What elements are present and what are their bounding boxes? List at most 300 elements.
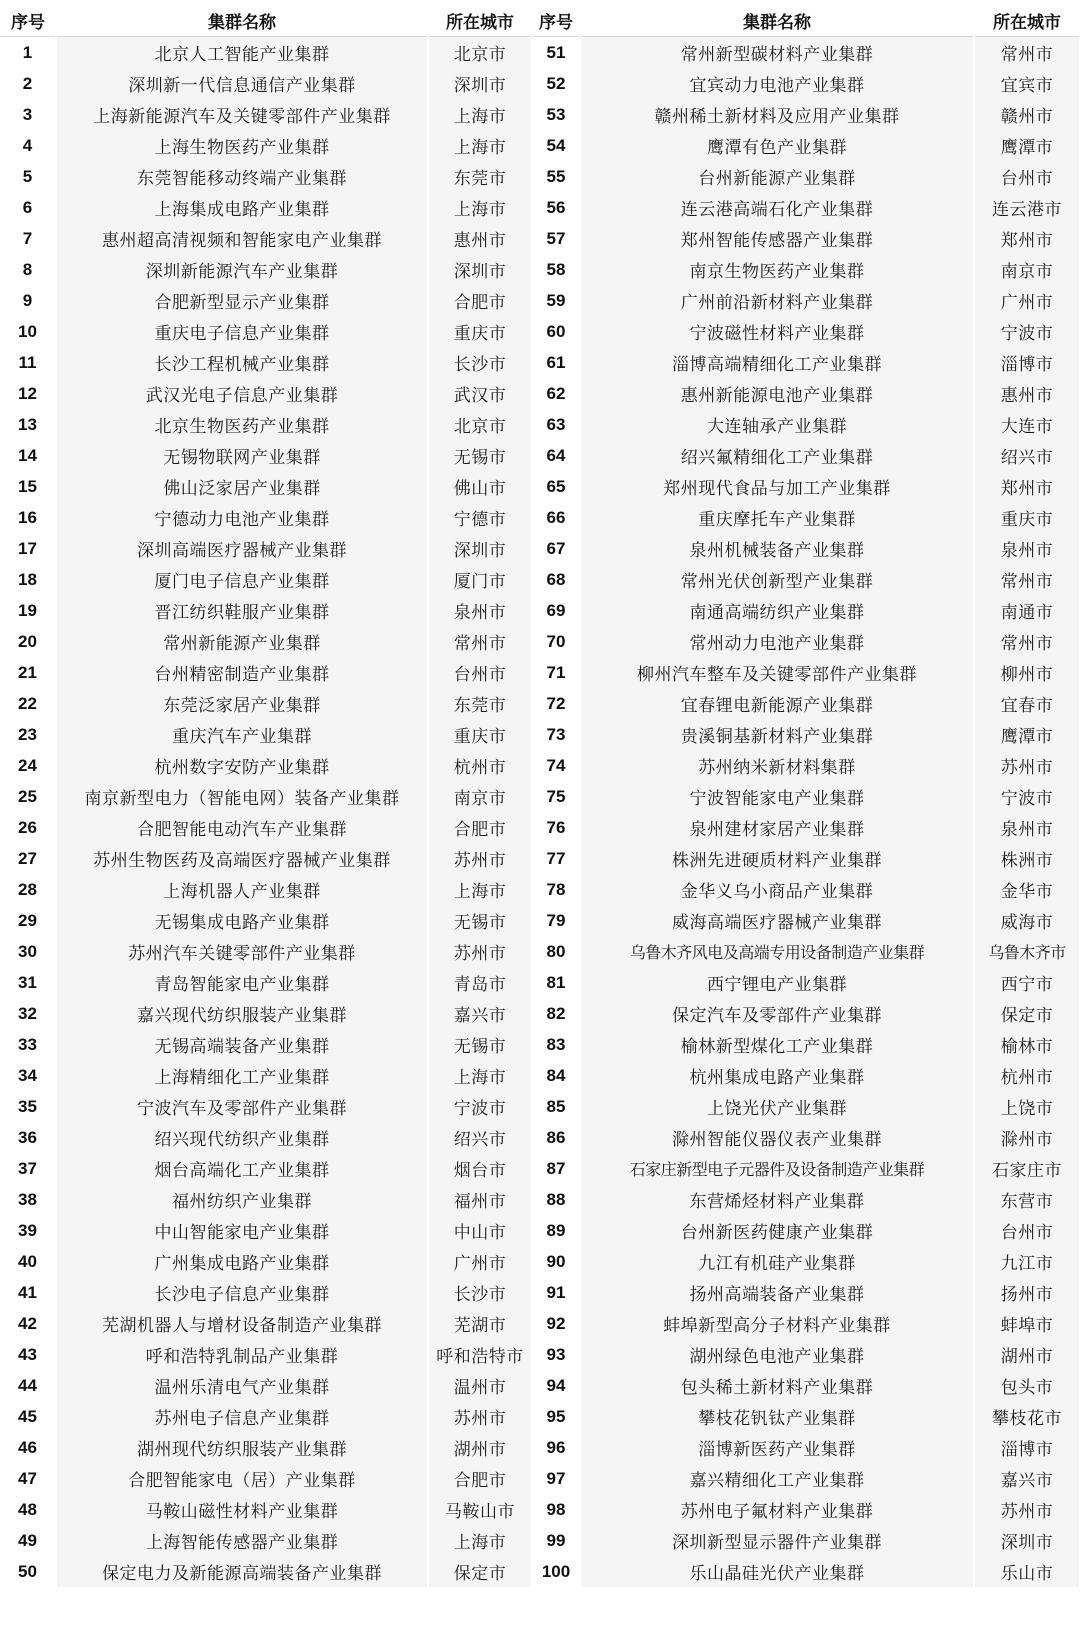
row-number: 38	[0, 1184, 56, 1215]
cluster-city: 鹰潭市	[974, 130, 1080, 161]
cluster-name: 常州新型碳材料产业集群	[580, 37, 974, 69]
row-number: 58	[532, 254, 580, 285]
row-number: 79	[532, 905, 580, 936]
cluster-name: 柳州汽车整车及关键零部件产业集群	[580, 657, 974, 688]
row-number: 10	[0, 316, 56, 347]
cluster-city: 泉州市	[974, 533, 1080, 564]
cluster-city: 杭州市	[428, 750, 532, 781]
cluster-name: 杭州集成电路产业集群	[580, 1060, 974, 1091]
cluster-city: 鹰潭市	[974, 719, 1080, 750]
cluster-name: 上海生物医药产业集群	[56, 130, 428, 161]
table-row	[0, 1494, 1080, 1525]
table-row	[0, 1215, 1080, 1246]
table-row	[0, 595, 1080, 626]
row-number: 26	[0, 812, 56, 843]
row-number: 20	[0, 626, 56, 657]
row-number: 92	[532, 1308, 580, 1339]
row-number: 68	[532, 564, 580, 595]
row-number: 62	[532, 378, 580, 409]
header-row	[0, 4, 1080, 37]
cluster-name: 上海新能源汽车及关键零部件产业集群	[56, 99, 428, 130]
table-row	[0, 905, 1080, 936]
cluster-name: 合肥智能家电（居）产业集群	[56, 1463, 428, 1494]
cluster-city: 厦门市	[428, 564, 532, 595]
cluster-name: 宁波磁性材料产业集群	[580, 316, 974, 347]
cluster-name: 合肥智能电动汽车产业集群	[56, 812, 428, 843]
table-row	[0, 440, 1080, 471]
cluster-name: 郑州现代食品与加工产业集群	[580, 471, 974, 502]
table-row	[0, 316, 1080, 347]
row-number: 87	[532, 1153, 580, 1184]
row-number: 29	[0, 905, 56, 936]
row-number: 93	[532, 1339, 580, 1370]
table-body	[0, 37, 1080, 1588]
row-number: 1	[0, 37, 56, 69]
row-number: 36	[0, 1122, 56, 1153]
cluster-city: 合肥市	[428, 1463, 532, 1494]
table-row	[0, 781, 1080, 812]
cluster-city: 宜宾市	[974, 68, 1080, 99]
row-number: 7	[0, 223, 56, 254]
table-row	[0, 1029, 1080, 1060]
row-number: 66	[532, 502, 580, 533]
row-number: 34	[0, 1060, 56, 1091]
cluster-city: 南京市	[974, 254, 1080, 285]
row-number: 61	[532, 347, 580, 378]
cluster-name: 长沙工程机械产业集群	[56, 347, 428, 378]
cluster-name: 泉州建材家居产业集群	[580, 812, 974, 843]
cluster-city: 上海市	[428, 1525, 532, 1556]
row-number: 25	[0, 781, 56, 812]
cluster-name: 常州光伏创新型产业集群	[580, 564, 974, 595]
row-number: 63	[532, 409, 580, 440]
table-row	[0, 1122, 1080, 1153]
row-number: 2	[0, 68, 56, 99]
row-number: 23	[0, 719, 56, 750]
table-row	[0, 1246, 1080, 1277]
cluster-city: 连云港市	[974, 192, 1080, 223]
cluster-city: 深圳市	[428, 533, 532, 564]
cluster-city: 九江市	[974, 1246, 1080, 1277]
cluster-name: 广州集成电路产业集群	[56, 1246, 428, 1277]
table-row	[0, 99, 1080, 130]
row-number: 83	[532, 1029, 580, 1060]
cluster-city: 宁德市	[428, 502, 532, 533]
cluster-city: 嘉兴市	[974, 1463, 1080, 1494]
cluster-city: 包头市	[974, 1370, 1080, 1401]
cluster-name: 台州新医药健康产业集群	[580, 1215, 974, 1246]
cluster-city: 东营市	[974, 1184, 1080, 1215]
cluster-name: 上海智能传感器产业集群	[56, 1525, 428, 1556]
cluster-city: 淄博市	[974, 347, 1080, 378]
cluster-name: 蚌埠新型高分子材料产业集群	[580, 1308, 974, 1339]
cluster-name: 马鞍山磁性材料产业集群	[56, 1494, 428, 1525]
cluster-name: 嘉兴精细化工产业集群	[580, 1463, 974, 1494]
table-row	[0, 967, 1080, 998]
cluster-name: 台州精密制造产业集群	[56, 657, 428, 688]
cluster-city: 佛山市	[428, 471, 532, 502]
cluster-name: 宁波汽车及零部件产业集群	[56, 1091, 428, 1122]
cluster-name: 淄博新医药产业集群	[580, 1432, 974, 1463]
table-row	[0, 626, 1080, 657]
cluster-city: 金华市	[974, 874, 1080, 905]
table-row	[0, 192, 1080, 223]
row-number: 48	[0, 1494, 56, 1525]
row-number: 64	[532, 440, 580, 471]
cluster-name: 东营烯烃材料产业集群	[580, 1184, 974, 1215]
cluster-city: 深圳市	[428, 254, 532, 285]
cluster-name: 淄博高端精细化工产业集群	[580, 347, 974, 378]
row-number: 72	[532, 688, 580, 719]
row-number: 56	[532, 192, 580, 223]
table-row	[0, 378, 1080, 409]
row-number: 28	[0, 874, 56, 905]
cluster-name: 嘉兴现代纺织服装产业集群	[56, 998, 428, 1029]
row-number: 43	[0, 1339, 56, 1370]
header-city-left: 所在城市	[428, 4, 532, 37]
row-number: 41	[0, 1277, 56, 1308]
row-number: 98	[532, 1494, 580, 1525]
row-number: 31	[0, 967, 56, 998]
row-number: 24	[0, 750, 56, 781]
row-number: 19	[0, 595, 56, 626]
cluster-city: 苏州市	[428, 936, 532, 967]
cluster-name: 南通高端纺织产业集群	[580, 595, 974, 626]
cluster-city: 上海市	[428, 130, 532, 161]
cluster-name: 南京生物医药产业集群	[580, 254, 974, 285]
cluster-name: 无锡高端装备产业集群	[56, 1029, 428, 1060]
cluster-city: 北京市	[428, 409, 532, 440]
cluster-name: 上海集成电路产业集群	[56, 192, 428, 223]
cluster-city: 南京市	[428, 781, 532, 812]
table-row	[0, 874, 1080, 905]
row-number: 57	[532, 223, 580, 254]
table-row	[0, 657, 1080, 688]
row-number: 51	[532, 37, 580, 69]
cluster-name: 包头稀土新材料产业集群	[580, 1370, 974, 1401]
header-city-right: 所在城市	[974, 4, 1080, 37]
table-row	[0, 1463, 1080, 1494]
cluster-city: 台州市	[974, 1215, 1080, 1246]
table-row	[0, 1091, 1080, 1122]
cluster-name: 宜宾动力电池产业集群	[580, 68, 974, 99]
cluster-city: 保定市	[428, 1556, 532, 1587]
row-number: 73	[532, 719, 580, 750]
cluster-city: 郑州市	[974, 223, 1080, 254]
cluster-name: 鹰潭有色产业集群	[580, 130, 974, 161]
table-row	[0, 1277, 1080, 1308]
table-row	[0, 254, 1080, 285]
cluster-name: 常州动力电池产业集群	[580, 626, 974, 657]
row-number: 89	[532, 1215, 580, 1246]
cluster-name: 泉州机械装备产业集群	[580, 533, 974, 564]
cluster-name: 保定汽车及零部件产业集群	[580, 998, 974, 1029]
cluster-name: 青岛智能家电产业集群	[56, 967, 428, 998]
table-row	[0, 1184, 1080, 1215]
cluster-city: 青岛市	[428, 967, 532, 998]
cluster-name: 台州新能源产业集群	[580, 161, 974, 192]
cluster-name: 上海机器人产业集群	[56, 874, 428, 905]
cluster-city: 上海市	[428, 874, 532, 905]
header-name-left: 集群名称	[56, 4, 428, 37]
cluster-city: 武汉市	[428, 378, 532, 409]
cluster-name: 深圳新一代信息通信产业集群	[56, 68, 428, 99]
cluster-name: 中山智能家电产业集群	[56, 1215, 428, 1246]
cluster-name: 金华义乌小商品产业集群	[580, 874, 974, 905]
row-number: 75	[532, 781, 580, 812]
cluster-name: 乐山晶硅光伏产业集群	[580, 1556, 974, 1587]
row-number: 35	[0, 1091, 56, 1122]
cluster-city: 扬州市	[974, 1277, 1080, 1308]
table-row	[0, 285, 1080, 316]
cluster-city: 烟台市	[428, 1153, 532, 1184]
cluster-name: 上海精细化工产业集群	[56, 1060, 428, 1091]
cluster-name: 苏州电子氟材料产业集群	[580, 1494, 974, 1525]
cluster-name: 湖州现代纺织服装产业集群	[56, 1432, 428, 1463]
cluster-name: 绍兴现代纺织产业集群	[56, 1122, 428, 1153]
cluster-city: 惠州市	[974, 378, 1080, 409]
row-number: 54	[532, 130, 580, 161]
cluster-city: 深圳市	[974, 1525, 1080, 1556]
cluster-name: 无锡物联网产业集群	[56, 440, 428, 471]
row-number: 13	[0, 409, 56, 440]
row-number: 46	[0, 1432, 56, 1463]
table-row	[0, 719, 1080, 750]
row-number: 70	[532, 626, 580, 657]
cluster-name: 福州纺织产业集群	[56, 1184, 428, 1215]
cluster-name: 宁德动力电池产业集群	[56, 502, 428, 533]
cluster-name: 重庆汽车产业集群	[56, 719, 428, 750]
table-row	[0, 1370, 1080, 1401]
cluster-name: 重庆电子信息产业集群	[56, 316, 428, 347]
cluster-city: 福州市	[428, 1184, 532, 1215]
cluster-name: 惠州新能源电池产业集群	[580, 378, 974, 409]
cluster-name: 九江有机硅产业集群	[580, 1246, 974, 1277]
row-number: 27	[0, 843, 56, 874]
table-row	[0, 1153, 1080, 1184]
row-number: 81	[532, 967, 580, 998]
row-number: 95	[532, 1401, 580, 1432]
table-row	[0, 502, 1080, 533]
cluster-city: 无锡市	[428, 905, 532, 936]
cluster-name: 攀枝花钒钛产业集群	[580, 1401, 974, 1432]
row-number: 30	[0, 936, 56, 967]
row-number: 96	[532, 1432, 580, 1463]
cluster-name: 石家庄新型电子元器件及设备制造产业集群	[580, 1153, 974, 1184]
cluster-city: 绍兴市	[428, 1122, 532, 1153]
table-row	[0, 37, 1080, 69]
row-number: 76	[532, 812, 580, 843]
cluster-city: 台州市	[428, 657, 532, 688]
cluster-name: 滁州智能仪器仪表产业集群	[580, 1122, 974, 1153]
row-number: 71	[532, 657, 580, 688]
cluster-name: 东莞泛家居产业集群	[56, 688, 428, 719]
row-number: 37	[0, 1153, 56, 1184]
row-number: 45	[0, 1401, 56, 1432]
cluster-city: 无锡市	[428, 440, 532, 471]
cluster-city: 湖州市	[974, 1339, 1080, 1370]
cluster-city: 马鞍山市	[428, 1494, 532, 1525]
cluster-name: 芜湖机器人与增材设备制造产业集群	[56, 1308, 428, 1339]
cluster-name: 苏州生物医药及高端医疗器械产业集群	[56, 843, 428, 874]
cluster-name: 保定电力及新能源高端装备产业集群	[56, 1556, 428, 1587]
cluster-name: 厦门电子信息产业集群	[56, 564, 428, 595]
table-row	[0, 1401, 1080, 1432]
cluster-city: 滁州市	[974, 1122, 1080, 1153]
row-number: 44	[0, 1370, 56, 1401]
cluster-city: 赣州市	[974, 99, 1080, 130]
row-number: 14	[0, 440, 56, 471]
cluster-name: 常州新能源产业集群	[56, 626, 428, 657]
cluster-city: 常州市	[428, 626, 532, 657]
row-number: 100	[532, 1556, 580, 1587]
cluster-name: 郑州智能传感器产业集群	[580, 223, 974, 254]
cluster-city: 东莞市	[428, 688, 532, 719]
row-number: 9	[0, 285, 56, 316]
table-row	[0, 750, 1080, 781]
cluster-name: 温州乐清电气产业集群	[56, 1370, 428, 1401]
row-number: 32	[0, 998, 56, 1029]
cluster-name: 苏州电子信息产业集群	[56, 1401, 428, 1432]
cluster-city: 上海市	[428, 1060, 532, 1091]
cluster-city: 重庆市	[974, 502, 1080, 533]
row-number: 49	[0, 1525, 56, 1556]
row-number: 90	[532, 1246, 580, 1277]
row-number: 50	[0, 1556, 56, 1587]
row-number: 94	[532, 1370, 580, 1401]
cluster-city: 上饶市	[974, 1091, 1080, 1122]
row-number: 85	[532, 1091, 580, 1122]
table-row	[0, 161, 1080, 192]
row-number: 59	[532, 285, 580, 316]
cluster-name: 苏州汽车关键零部件产业集群	[56, 936, 428, 967]
row-number: 18	[0, 564, 56, 595]
row-number: 77	[532, 843, 580, 874]
table-row	[0, 1525, 1080, 1556]
cluster-table	[0, 4, 1080, 1587]
cluster-city: 郑州市	[974, 471, 1080, 502]
cluster-city: 无锡市	[428, 1029, 532, 1060]
cluster-name: 深圳高端医疗器械产业集群	[56, 533, 428, 564]
table-row	[0, 1556, 1080, 1587]
table-row	[0, 998, 1080, 1029]
table-row	[0, 223, 1080, 254]
cluster-name: 南京新型电力（智能电网）装备产业集群	[56, 781, 428, 812]
cluster-city: 杭州市	[974, 1060, 1080, 1091]
cluster-city: 苏州市	[428, 843, 532, 874]
cluster-city: 淄博市	[974, 1432, 1080, 1463]
cluster-name: 惠州超高清视频和智能家电产业集群	[56, 223, 428, 254]
cluster-name: 重庆摩托车产业集群	[580, 502, 974, 533]
cluster-city: 上海市	[428, 99, 532, 130]
row-number: 55	[532, 161, 580, 192]
header-name-right: 集群名称	[580, 4, 974, 37]
row-number: 91	[532, 1277, 580, 1308]
table-header	[0, 4, 1080, 37]
cluster-city: 乌鲁木齐市	[974, 936, 1080, 967]
cluster-city: 宁波市	[974, 316, 1080, 347]
row-number: 8	[0, 254, 56, 285]
cluster-city: 榆林市	[974, 1029, 1080, 1060]
table-row	[0, 843, 1080, 874]
cluster-name: 苏州纳米新材料集群	[580, 750, 974, 781]
cluster-city: 广州市	[428, 1246, 532, 1277]
cluster-city: 大连市	[974, 409, 1080, 440]
table-row	[0, 1432, 1080, 1463]
row-number: 22	[0, 688, 56, 719]
cluster-name: 北京生物医药产业集群	[56, 409, 428, 440]
cluster-city: 台州市	[974, 161, 1080, 192]
table-row	[0, 533, 1080, 564]
row-number: 99	[532, 1525, 580, 1556]
cluster-city: 东莞市	[428, 161, 532, 192]
cluster-name: 东莞智能移动终端产业集群	[56, 161, 428, 192]
cluster-name: 上饶光伏产业集群	[580, 1091, 974, 1122]
cluster-city: 绍兴市	[974, 440, 1080, 471]
cluster-city: 中山市	[428, 1215, 532, 1246]
cluster-name: 杭州数字安防产业集群	[56, 750, 428, 781]
table-row	[0, 1339, 1080, 1370]
cluster-city: 长沙市	[428, 1277, 532, 1308]
cluster-city: 北京市	[428, 37, 532, 69]
cluster-name: 北京人工智能产业集群	[56, 37, 428, 69]
row-number: 16	[0, 502, 56, 533]
cluster-city: 西宁市	[974, 967, 1080, 998]
cluster-city: 乐山市	[974, 1556, 1080, 1587]
cluster-name: 扬州高端装备产业集群	[580, 1277, 974, 1308]
table-row	[0, 347, 1080, 378]
cluster-city: 苏州市	[974, 750, 1080, 781]
cluster-city: 石家庄市	[974, 1153, 1080, 1184]
row-number: 80	[532, 936, 580, 967]
cluster-name: 榆林新型煤化工产业集群	[580, 1029, 974, 1060]
row-number: 65	[532, 471, 580, 502]
cluster-name: 长沙电子信息产业集群	[56, 1277, 428, 1308]
cluster-name: 武汉光电子信息产业集群	[56, 378, 428, 409]
cluster-city: 呼和浩特市	[428, 1339, 532, 1370]
cluster-name: 无锡集成电路产业集群	[56, 905, 428, 936]
cluster-name: 大连轴承产业集群	[580, 409, 974, 440]
row-number: 5	[0, 161, 56, 192]
header-num-right: 序号	[532, 4, 580, 37]
row-number: 52	[532, 68, 580, 99]
cluster-city: 合肥市	[428, 812, 532, 843]
cluster-city: 温州市	[428, 1370, 532, 1401]
row-number: 33	[0, 1029, 56, 1060]
cluster-name: 深圳新型显示器件产业集群	[580, 1525, 974, 1556]
cluster-city: 常州市	[974, 37, 1080, 69]
cluster-city: 宜春市	[974, 688, 1080, 719]
cluster-city: 南通市	[974, 595, 1080, 626]
cluster-city: 株洲市	[974, 843, 1080, 874]
row-number: 21	[0, 657, 56, 688]
row-number: 39	[0, 1215, 56, 1246]
table-row	[0, 812, 1080, 843]
table-row	[0, 409, 1080, 440]
cluster-city: 常州市	[974, 564, 1080, 595]
row-number: 47	[0, 1463, 56, 1494]
row-number: 60	[532, 316, 580, 347]
row-number: 69	[532, 595, 580, 626]
row-number: 74	[532, 750, 580, 781]
row-number: 53	[532, 99, 580, 130]
cluster-name: 连云港高端石化产业集群	[580, 192, 974, 223]
cluster-name: 晋江纺织鞋服产业集群	[56, 595, 428, 626]
cluster-city: 重庆市	[428, 316, 532, 347]
cluster-city: 上海市	[428, 192, 532, 223]
cluster-name: 烟台高端化工产业集群	[56, 1153, 428, 1184]
cluster-city: 合肥市	[428, 285, 532, 316]
